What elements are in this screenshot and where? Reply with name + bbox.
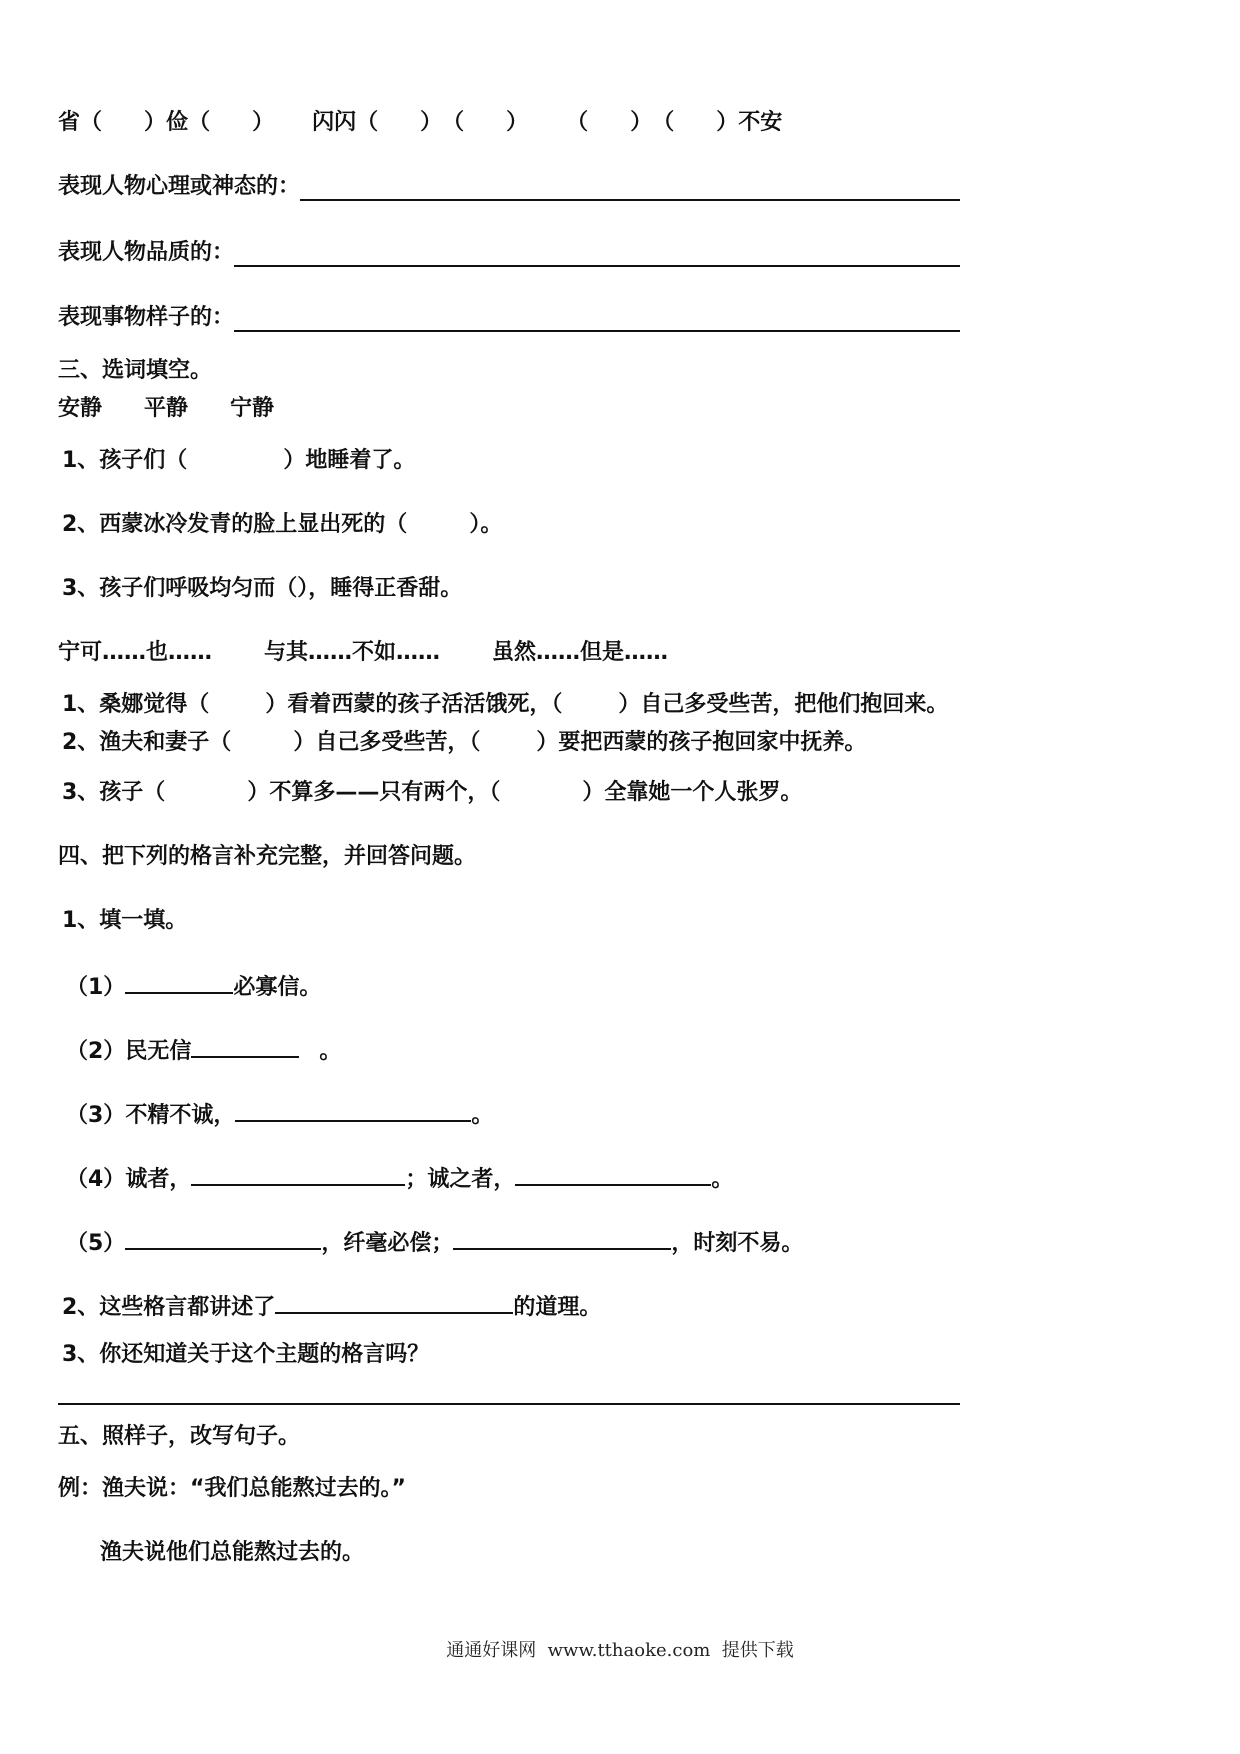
fill-blank[interactable] bbox=[235, 1098, 471, 1122]
word-bank bbox=[58, 394, 274, 424]
idiom-char: 闪闪 bbox=[312, 110, 357, 135]
question-line: 1、桑娜觉得（ ）看着西蒙的孩子活活饿死，（ ）自己多受些苦，把他们抱回来。 bbox=[62, 692, 949, 717]
idiom-row: 省（ ）俭（ ） 闪闪（ ）（ ） （ ）（ ）不安 bbox=[58, 108, 782, 138]
connective: 虽然……但是…… bbox=[492, 640, 669, 665]
maxim-item-2: （2）民无信 。 bbox=[66, 1034, 341, 1067]
fill-blank[interactable] bbox=[515, 1162, 711, 1186]
word: 安静 bbox=[58, 396, 103, 421]
question-line: 2、西蒙冰冷发青的脸上显出死的（ ）。 bbox=[62, 512, 503, 537]
connective: 宁可……也…… bbox=[58, 640, 213, 665]
category-line-3 bbox=[58, 303, 234, 333]
question-line: 2、渔夫和妻子（ ）自己多受些苦，（ ）要把西蒙的孩子抱回家中抚养。 bbox=[62, 730, 867, 755]
idiom-char: 省 bbox=[58, 110, 81, 135]
word: 平静 bbox=[144, 396, 189, 421]
example-answer: 渔夫说他们总能熬过去的。 bbox=[100, 1540, 365, 1565]
answer-line[interactable] bbox=[300, 199, 960, 201]
question-line: 3、孩子（ ）不算多——只有两个，（ ）全靠她一个人张罗。 bbox=[62, 780, 803, 805]
maxim-item-3: （3）不精不诚， 。 bbox=[66, 1098, 493, 1131]
fill-blank[interactable] bbox=[453, 1226, 671, 1250]
answer-line[interactable] bbox=[234, 330, 960, 332]
question-line: 1、孩子们（ ）地睡着了。 bbox=[62, 448, 416, 473]
maxim-item-5: （5） ，纤毫必偿； ，时刻不易。 bbox=[66, 1226, 803, 1259]
subquestion: 1、填一填。 bbox=[62, 908, 188, 933]
section-heading: 四、把下列的格言补充完整，并回答问题。 bbox=[58, 844, 477, 869]
subquestion: 2、这些格言都讲述了 的道理。 bbox=[62, 1290, 601, 1323]
section-heading: 五、照样子，改写句子。 bbox=[58, 1424, 301, 1449]
idiom-char: 俭 bbox=[166, 110, 189, 135]
category-label: 表现人物品质的： bbox=[58, 240, 235, 265]
fill-blank[interactable] bbox=[275, 1290, 513, 1314]
fill-blank[interactable] bbox=[191, 1034, 299, 1058]
fill-blank[interactable] bbox=[125, 970, 233, 994]
idiom-char: 不安 bbox=[738, 110, 783, 135]
word: 宁静 bbox=[230, 396, 275, 421]
category-line-1 bbox=[58, 172, 300, 202]
section-heading: 三、选词填空。 bbox=[58, 358, 213, 383]
category-line-2 bbox=[58, 238, 234, 268]
category-label: 表现人物心理或神态的： bbox=[58, 174, 301, 199]
page-footer: 通通好课网 www.tthaoke.com 提供下载 bbox=[446, 1640, 794, 1661]
example-sentence: 例：渔夫说：“我们总能熬过去的。” bbox=[58, 1476, 406, 1501]
answer-line[interactable] bbox=[58, 1403, 960, 1405]
maxim-item-1: （1） 必寡信。 bbox=[66, 970, 321, 1003]
fill-blank[interactable] bbox=[125, 1226, 321, 1250]
fill-blank[interactable] bbox=[191, 1162, 405, 1186]
answer-line[interactable] bbox=[234, 265, 960, 267]
maxim-item-4: （4）诚者， ；诚之者， 。 bbox=[66, 1162, 733, 1195]
question-line: 3、孩子们呼吸均匀而（），睡得正香甜。 bbox=[62, 576, 463, 601]
connective-bank bbox=[58, 638, 668, 668]
subquestion: 3、你还知道关于这个主题的格言吗？ bbox=[62, 1342, 430, 1367]
category-label: 表现事物样子的： bbox=[58, 305, 235, 330]
connective: 与其……不如…… bbox=[264, 640, 441, 665]
